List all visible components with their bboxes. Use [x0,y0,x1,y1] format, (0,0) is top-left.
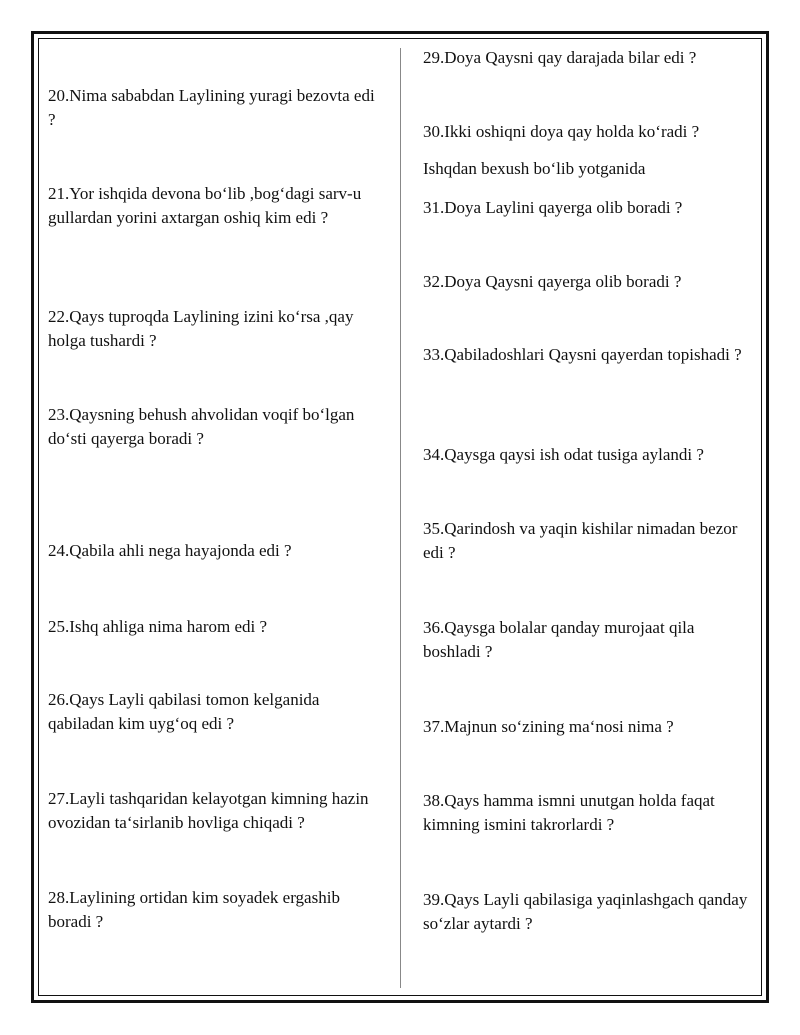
question-24: 24.Qabila ahli nega hayajonda edi ? [48,541,292,560]
question-35: 35.Qarindosh va yaqin kishilar nimadan bezor edi ? [423,519,738,562]
question-39: 39.Qays Layli qabilasiga yaqinlashgach qanday so‘zlar aytardi ? [423,890,748,933]
question-29: 29.Doya Qaysni qay darajada bilar edi ? [423,48,697,67]
question-32: 32.Doya Qaysni qayerga olib boradi ? [423,272,682,291]
question-36: 36.Qaysga bolalar qanday murojaat qila boshladi ? [423,618,695,661]
answer-30: Ishqdan bexush bo‘lib yotganida [423,159,646,178]
question-34: 34.Qaysga qaysi ish odat tusiga aylandi ? [423,445,704,464]
question-28: 28.Laylining ortidan kim soyadek ergashib boradi ? [48,888,340,931]
question-30: 30.Ikki oshiqni doya qay holda ko‘radi ? [423,122,700,141]
question-23: 23.Qaysning behush ahvolidan voqif bo‘lgan do‘sti qayerga boradi ? [48,405,355,448]
column-divider [400,48,401,988]
question-37: 37.Majnun so‘zining ma‘nosi nima ? [423,717,674,736]
question-20: 20.Nima sababdan Laylining yuragi bezovta edi ? [48,86,375,129]
question-22: 22.Qays tuproqda Laylining izini ko‘rsa ,qay holga tushardi ? [48,307,354,350]
question-31: 31.Doya Laylini qayerga olib boradi ? [423,198,683,217]
question-21: 21.Yor ishqida devona bo‘lib ,bog‘dagi sarv-u gullardan yorini axtargan oshiq kim edi ? [48,184,362,227]
question-38: 38.Qays hamma ismni unutgan holda faqat kimning ismini takrorlardi ? [423,791,715,834]
question-33: 33.Qabiladoshlari Qaysni qayerdan topishadi ? [423,345,742,364]
question-27: 27.Layli tashqaridan kelayotgan kimning hazin ovozidan ta‘sirlanib hovliga chiqadi ? [48,789,369,832]
question-26: 26.Qays Layli qabilasi tomon kelganida qabiladan kim uyg‘oq edi ? [48,690,320,733]
question-25: 25.Ishq ahliga nima harom edi ? [48,617,268,636]
